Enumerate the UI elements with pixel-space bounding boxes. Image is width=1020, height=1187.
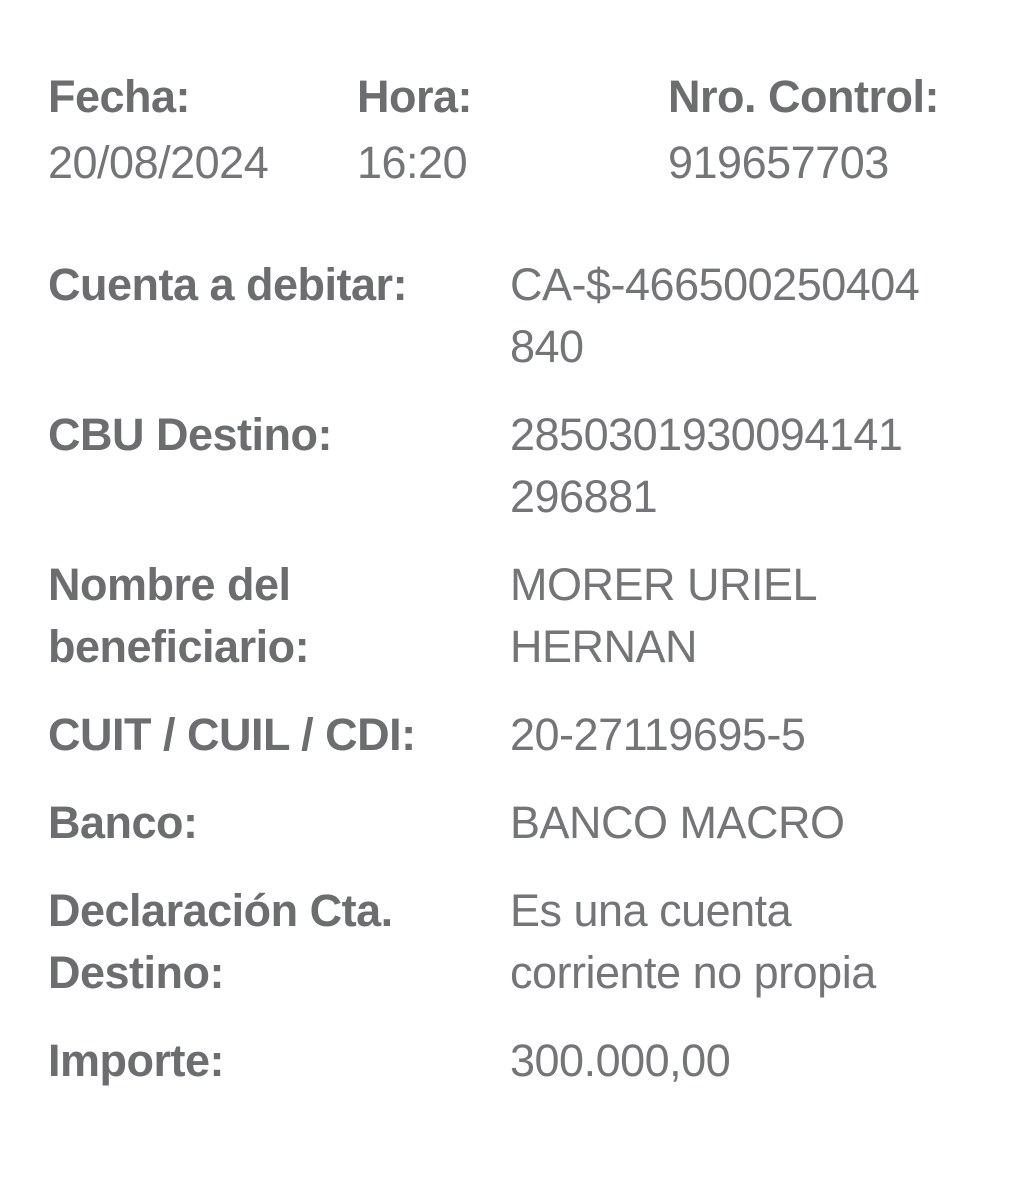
value-line: 2850301930094141 — [510, 409, 903, 460]
field-row-declaracion-cta-destino — [48, 880, 980, 1004]
value-line: MORER URIEL — [510, 559, 818, 610]
value-line: HERNAN — [510, 621, 698, 672]
field-value — [510, 880, 980, 1004]
hora-label: Hora: — [357, 71, 473, 122]
label-line: Banco: — [48, 797, 198, 848]
nro-control-value: 919657703 — [668, 137, 889, 188]
fecha-field — [48, 66, 357, 194]
value-line: 840 — [510, 321, 584, 372]
field-label — [48, 880, 510, 1004]
field-row-cuit-cuil-cdi — [48, 704, 980, 766]
label-line: CUIT / CUIL / CDI: — [48, 709, 416, 760]
value-line: Es una cuenta — [510, 885, 792, 936]
value-line: 296881 — [510, 471, 658, 522]
field-value — [510, 792, 980, 854]
receipt-header — [48, 66, 980, 194]
field-row-nombre-beneficiario — [48, 554, 980, 678]
value-line: 20-27119695-5 — [510, 709, 806, 760]
value-line: corriente no propia — [510, 947, 876, 998]
nro-control-field — [668, 66, 980, 194]
field-row-banco — [48, 792, 980, 854]
field-label — [48, 554, 510, 678]
value-line: 300.000,00 — [510, 1035, 731, 1086]
hora-value: 16:20 — [357, 137, 468, 188]
field-value — [510, 404, 980, 528]
field-label — [48, 1030, 510, 1092]
label-line: beneficiario: — [48, 621, 310, 672]
field-value — [510, 704, 980, 766]
field-value — [510, 554, 980, 678]
field-label — [48, 404, 510, 528]
field-value — [510, 254, 980, 378]
field-row-cbu-destino — [48, 404, 980, 528]
nro-control-label: Nro. Control: — [668, 71, 939, 122]
label-line: Destino: — [48, 947, 224, 998]
label-line: CBU Destino: — [48, 409, 332, 460]
field-label — [48, 254, 510, 378]
label-line: Cuenta a debitar: — [48, 259, 408, 310]
label-line: Nombre del — [48, 559, 291, 610]
field-row-importe — [48, 1030, 980, 1092]
hora-field — [357, 66, 668, 194]
label-line: Importe: — [48, 1035, 224, 1086]
field-row-cuenta-a-debitar — [48, 254, 980, 378]
value-line: CA-$-466500250404 — [510, 259, 920, 310]
fecha-value: 20/08/2024 — [48, 137, 269, 188]
field-label — [48, 792, 510, 854]
field-label — [48, 704, 510, 766]
label-line: Declaración Cta. — [48, 885, 393, 936]
field-value — [510, 1030, 980, 1092]
value-line: BANCO MACRO — [510, 797, 845, 848]
fecha-label: Fecha: — [48, 71, 191, 122]
